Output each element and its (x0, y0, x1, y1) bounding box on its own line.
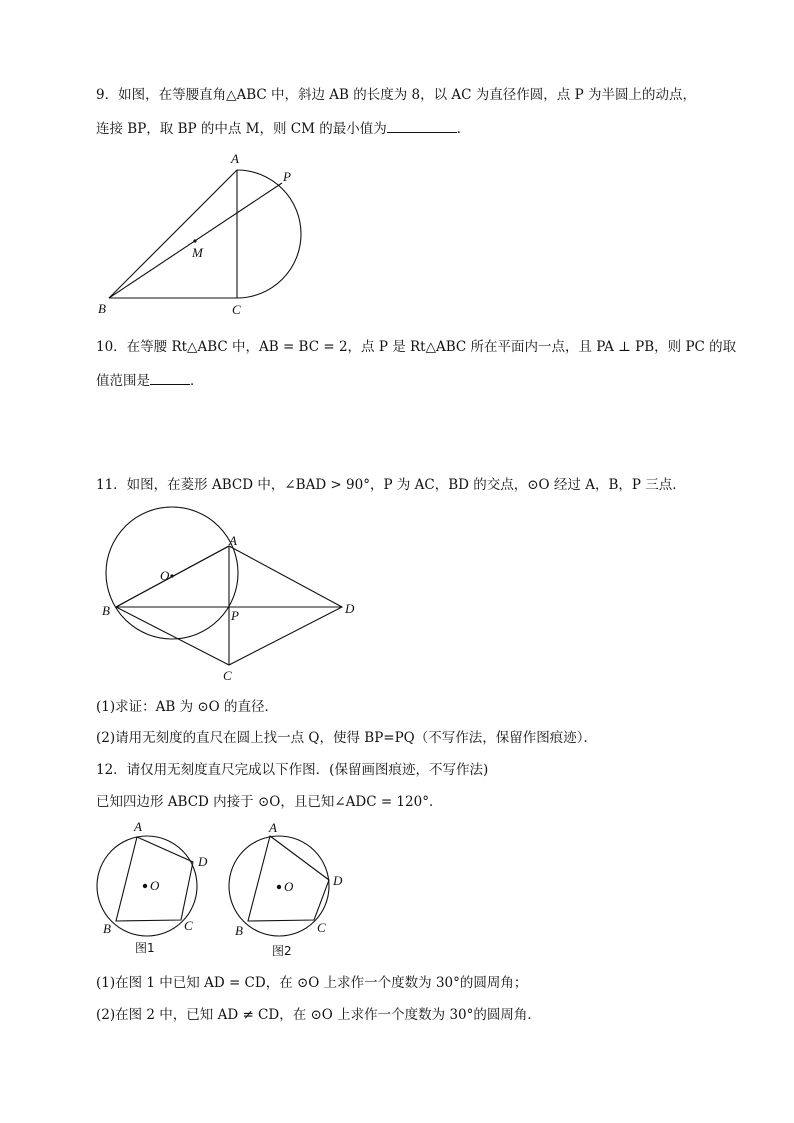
q10-text-line2-b: ． (190, 373, 204, 389)
q9-label-b: B (98, 301, 106, 316)
q12-fig2-center-o (277, 885, 281, 889)
q12-fig1-label-o: O (150, 878, 160, 893)
q12-fig1-label-d: D (198, 854, 208, 869)
q12-text-line2: 已知四边形 ABCD 内接于 ⊙O，且已知∠ADC = 120°． (96, 794, 443, 810)
q11-label-c: C (223, 668, 232, 683)
q12-part2: (2)在图 2 中，已知 AD ≠ CD，在 ⊙O 上求作一个度数为 30°的圆周角． (96, 1007, 541, 1023)
q11-label-o: O (160, 568, 170, 583)
q10-text-line2-a: 值范围是 (96, 373, 150, 389)
q12-fig2-caption: 图2 (272, 944, 292, 958)
q12-fig1-label-c: C (184, 918, 193, 933)
q12-fig2-label-d: D (333, 873, 343, 888)
q9-label-a: A (231, 151, 239, 166)
q9-label-p: P (283, 169, 291, 184)
q11-part1: (1)求证：AB 为 ⊙O 的直径． (96, 699, 279, 715)
q12-figure-2 (229, 820, 343, 958)
q12-fig1-label-a: A (134, 819, 142, 834)
q11-part2: (2)请用无刻度的直尺在圆上找一点 Q，使得 BP=PQ（不写作法，保留作图痕迹）． (96, 730, 597, 746)
q11-label-d: D (345, 601, 355, 616)
q9-label-c: C (232, 302, 241, 317)
q9-text-line2-a: 连接 BP，取 BP 的中点 M，则 CM 的最小值为 (96, 121, 387, 137)
q9-label-m: M (192, 245, 203, 260)
q11-label-a: A (229, 533, 237, 548)
q9-text-line1: 9．如图，在等腰直角△ABC 中，斜边 AB 的长度为 8，以 AC 为直径作圆，点 P 为半圆上的动点， (96, 87, 696, 103)
q12-fig2-label-c: C (317, 920, 326, 935)
q12-fig1-center-o (143, 884, 147, 888)
q12-fig2-label-o: O (284, 879, 294, 894)
q12-part1: (1)在图 1 中已知 AD = CD，在 ⊙O 上求作一个度数为 30°的圆周角； (96, 975, 528, 991)
q12-figure-1 (97, 819, 208, 955)
q12-fig2-label-b: B (235, 923, 243, 938)
q10-text-line1: 10．在等腰 Rt△ABC 中，AB = BC = 2，点 P 是 Rt△ABC 所在平面内一点，且 PA ⊥ PB，则 PC 的取 (96, 339, 737, 355)
q12-text-line1: 12．请仅用无刻度直尺完成以下作图．(保留画图痕迹，不写作法) (96, 762, 489, 778)
q9-text-line2-b: ． (456, 121, 471, 137)
q12-fig2-label-a: A (269, 820, 277, 835)
q11-label-b: B (102, 603, 110, 618)
q11-text-line1: 11．如图，在菱形 ABCD 中，∠BAD > 90°，P 为 AC，BD 的交点，⊙O 经过 A，B，P 三点． (96, 477, 686, 493)
q12-fig1-caption: 图1 (135, 941, 155, 955)
q12-fig1-label-b: B (103, 921, 111, 936)
q11-label-p: P (231, 608, 239, 623)
